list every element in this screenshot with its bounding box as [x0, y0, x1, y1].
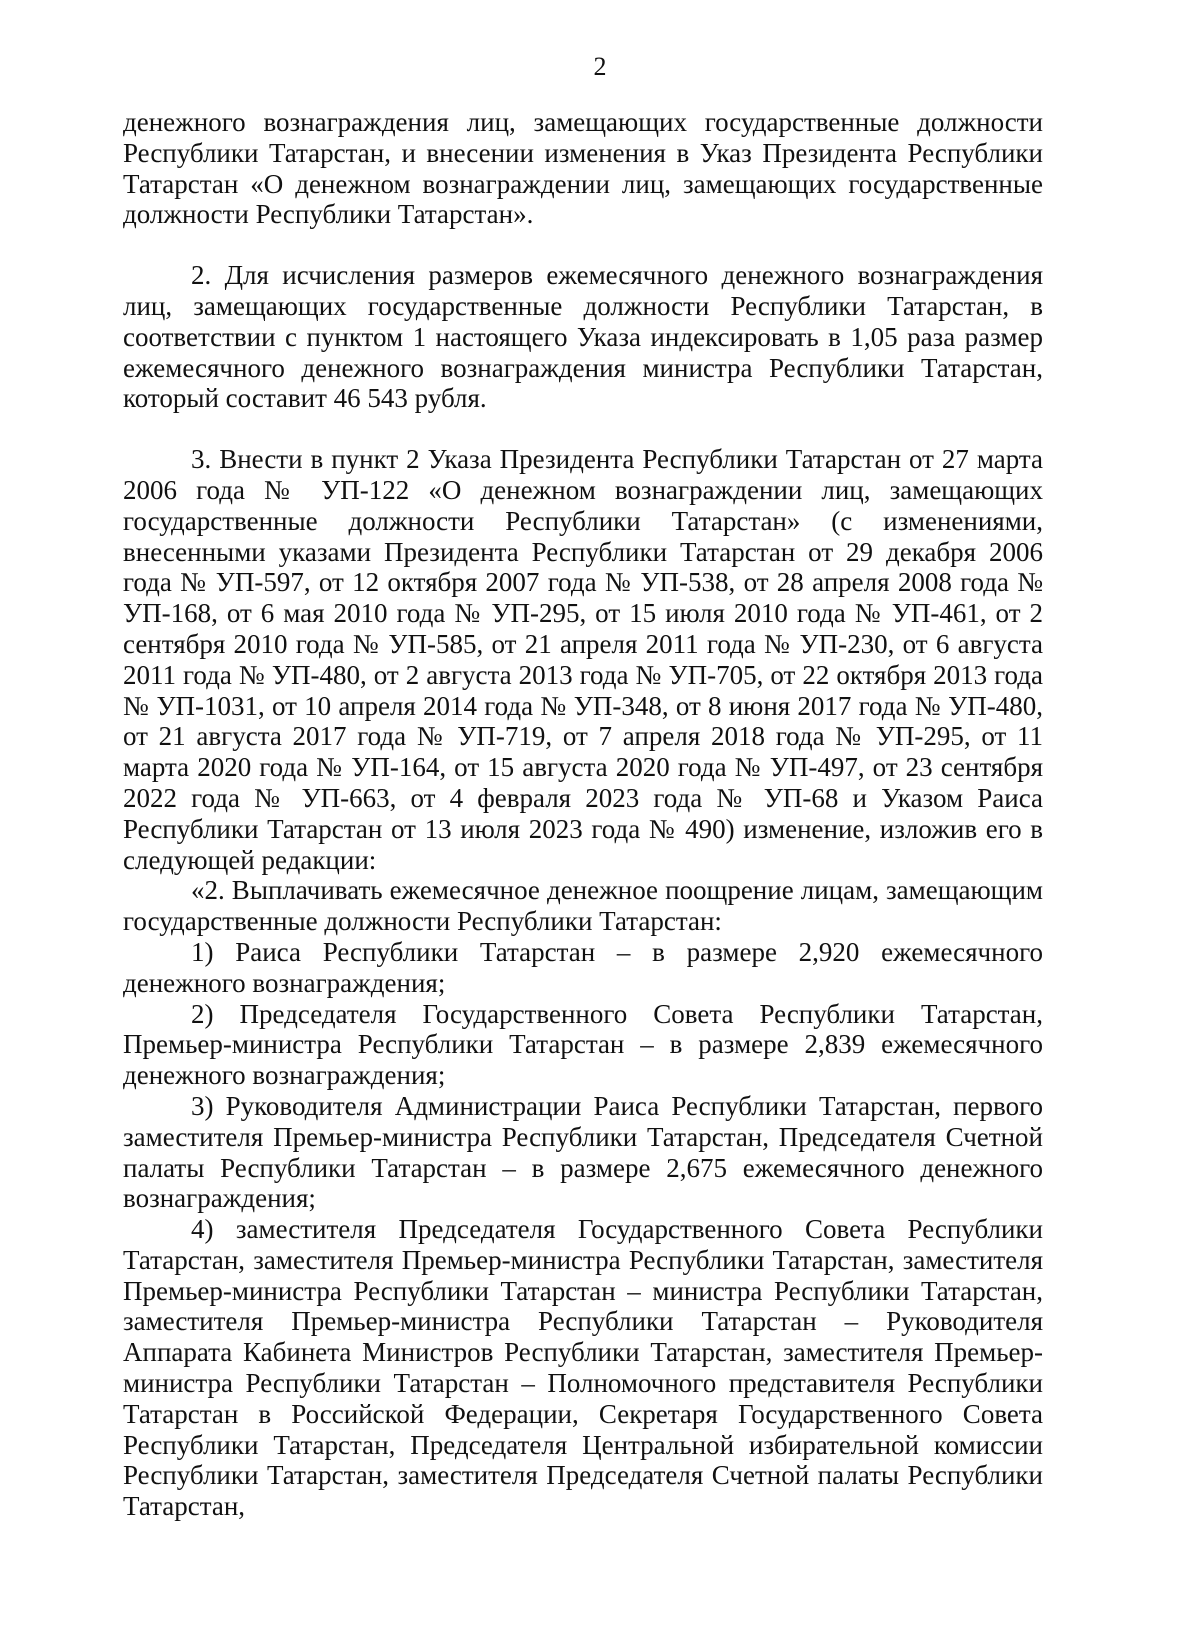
- page-number: 2: [593, 52, 607, 81]
- paragraph-continuation: денежного вознаграждения лиц, замещающих государственные должности Республики Татарстан, и внесении изменения в Указ Президента Республики Татарстан «О денежном вознаграждении лиц, замещающих государственные должности Республики Татарстан».: [123, 107, 1043, 230]
- list-item-4: 4) заместителя Председателя Государственного Совета Республики Татарстан, заместителя Премьер-министра Республики Татарстан, заместителя Премьер-министра Республики Татарстан – министра Республики Татарстан, заместителя Премьер-министра Республики Татарстан – Руководителя Аппарата Кабинета Министров Республики Татарстан, заместителя Премьер-министра Республики Татарстан – Полномочного представителя Республики Татарстан в Российской Федерации, Секретаря Государственного Совета Республики Татарстан, Председателя Центральной избирательной комиссии Республики Татарстан, заместителя Председателя Счетной палаты Республики Татарстан,: [123, 1214, 1043, 1522]
- list-item-1: 1) Раиса Республики Татарстан – в размере 2,920 ежемесячного денежного вознаграждения;: [123, 936, 1043, 998]
- document-body: [123, 107, 1043, 1522]
- paragraph-quote-intro: «2. Выплачивать ежемесячное денежное поощрение лицам, замещающим государственные должности Республики Татарстан:: [123, 875, 1043, 937]
- paragraph-item-2: 2. Для исчисления размеров ежемесячного денежного вознаграждения лиц, замещающих государственные должности Республики Татарстан, в соответствии с пунктом 1 настоящего Указа индексировать в 1,05 раза размер ежемесячного денежного вознаграждения министра Республики Татарстан, который составит 46 543 рубля.: [123, 260, 1043, 414]
- list-item-2: 2) Председателя Государственного Совета Республики Татарстан, Премьер-министра Республики Татарстан – в размере 2,839 ежемесячного денежного вознаграждения;: [123, 998, 1043, 1091]
- list-item-3: 3) Руководителя Администрации Раиса Республики Татарстан, первого заместителя Премьер-министра Республики Татарстан, Председателя Счетной палаты Республики Татарстан – в размере 2,675 ежемесячного денежного вознаграждения;: [123, 1090, 1043, 1214]
- paragraph-item-3: 3. Внести в пункт 2 Указа Президента Республики Татарстан от 27 марта 2006 года № УП-122 «О денежном вознаграждении лиц, замещающих государственные должности Республики Татарстан» (с изменениями, внесенными указами Президента Республики Татарстан от 29 декабря 2006 года № УП-597, от 12 октября 2007 года № УП-538, от 28 апреля 2008 года № УП-168, от 6 мая 2010 года № УП-295, от 15 июля 2010 года № УП-461, от 2 сентября 2010 года № УП-585, от 21 апреля 2011 года № УП-230, от 6 августа 2011 года № УП-480, от 2 августа 2013 года № УП-705, от 22 октября 2013 года № УП-1031, от 10 апреля 2014 года № УП-348, от 8 июня 2017 года № УП-480, от 21 августа 2017 года № УП-719, от 7 апреля 2018 года № УП-295, от 11 марта 2020 года № УП-164, от 15 августа 2020 года № УП-497, от 23 сентября 2022 года № УП-663, от 4 февраля 2023 года № УП-68 и Указом Раиса Республики Татарстан от 13 июля 2023 года № 490) изменение, изложив его в следующей редакции:: [123, 444, 1043, 875]
